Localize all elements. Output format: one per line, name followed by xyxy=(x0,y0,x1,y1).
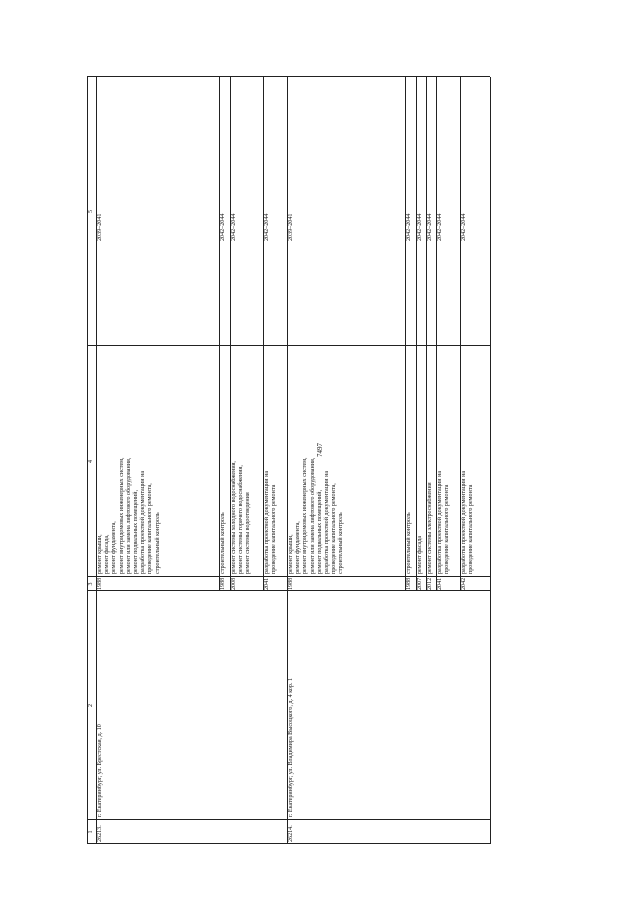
period-cell: 2042–2044 xyxy=(220,213,226,241)
work-item: разработка проектной документации на xyxy=(461,470,467,574)
work-item: ремонт крыши, xyxy=(97,534,103,574)
work-item: ремонт подвальных помещений, xyxy=(316,489,323,574)
column-divider xyxy=(87,345,490,346)
year-cell: 1988 xyxy=(406,577,412,590)
year-cell: 1988 xyxy=(97,577,103,590)
period-cell: 2042–2044 xyxy=(406,213,412,241)
period-cell: 2039–2041 xyxy=(97,213,103,241)
year-cell: 2042 xyxy=(461,577,467,590)
work-item: ремонт внутридомовых инженерных систем, xyxy=(118,457,125,574)
work-item: ремонт или замена лифтового оборудования, xyxy=(309,457,316,574)
period-cell: 2042–2044 xyxy=(427,213,433,241)
work-item: ремонт системы водоотведения xyxy=(245,492,252,574)
column-header: 1 xyxy=(88,830,94,834)
work-item: ремонт системы электроснабжения xyxy=(427,482,433,574)
page-number: 7497 xyxy=(316,443,324,457)
year-cell: 1988 xyxy=(220,577,226,590)
column-divider xyxy=(87,576,490,577)
period-cell: 2042–2044 xyxy=(437,213,443,241)
work-item: ремонт крыши, xyxy=(288,534,294,574)
work-item: ремонт подвальных помещений, xyxy=(133,489,139,574)
column-header: 3 xyxy=(88,582,94,586)
period-cell: 2039–2041 xyxy=(288,213,294,241)
address: г. Екатеринбург, ул. Брестская, д. 10 xyxy=(97,724,103,817)
table-side-border xyxy=(87,843,490,844)
work-item: строительный контроль xyxy=(338,512,345,574)
work-item: ремонт внутридомовых инженерных систем, xyxy=(302,457,309,574)
period-cell: 2042–2044 xyxy=(417,213,423,241)
row-divider xyxy=(490,77,491,844)
work-item: разработка проектной документации на xyxy=(437,470,443,574)
work-item: проведение капитального ремонта, xyxy=(147,483,154,574)
group-divider xyxy=(416,77,417,591)
year-cell: 2008 xyxy=(231,577,237,590)
work-item: ремонт системы холодного водоснабжения, xyxy=(231,461,237,574)
work-item: проведение капитального ремонта xyxy=(444,484,451,574)
work-item: разработка проектной документации на xyxy=(324,470,330,574)
works-table xyxy=(87,77,490,844)
column-header: 4 xyxy=(88,460,94,463)
column-header: 5 xyxy=(88,210,94,213)
work-item: ремонт или замена лифтового оборудования, xyxy=(125,457,132,574)
table-side-border xyxy=(87,76,490,77)
row-number: 26213. xyxy=(97,825,103,842)
work-item: строительный контроль xyxy=(154,512,161,574)
work-item: проведение капитального ремонта xyxy=(271,484,278,574)
column-divider xyxy=(87,590,490,591)
year-cell: 2012 xyxy=(427,577,433,590)
work-item: проведение капитального ремонта, xyxy=(331,483,338,574)
work-item: проведение капитального ремонта xyxy=(468,484,475,574)
work-item: разработка проектной документации на xyxy=(264,470,270,574)
year-cell: 2007 xyxy=(417,577,423,590)
work-item: разработка проектной документации на xyxy=(140,470,147,574)
period-cell: 2042–2044 xyxy=(461,213,467,241)
rotated-table-area xyxy=(87,77,490,844)
year-cell: 2041 xyxy=(437,577,443,590)
address: г. Екатеринбург, ул. Владимира Высоцкого, д. 4 кор. 1 xyxy=(288,677,294,817)
year-cell: 2041 xyxy=(264,577,270,590)
column-divider xyxy=(87,819,490,820)
work-item: ремонт системы горячего водоснабжения, xyxy=(238,465,245,574)
work-item: строительный контроль xyxy=(406,512,412,574)
work-item: ремонт фундамента, xyxy=(295,521,302,574)
work-item: ремонт фундамента, xyxy=(111,521,118,574)
work-item: ремонт фасада, xyxy=(104,534,111,574)
row-number: 26214. xyxy=(288,825,294,842)
work-item: ремонт фасада xyxy=(417,535,423,574)
column-header: 2 xyxy=(88,704,94,707)
period-cell: 2042–2044 xyxy=(231,213,237,241)
year-cell: 1988 xyxy=(288,577,294,590)
work-item: строительный контроль xyxy=(220,512,226,574)
period-cell: 2042–2044 xyxy=(264,213,270,241)
